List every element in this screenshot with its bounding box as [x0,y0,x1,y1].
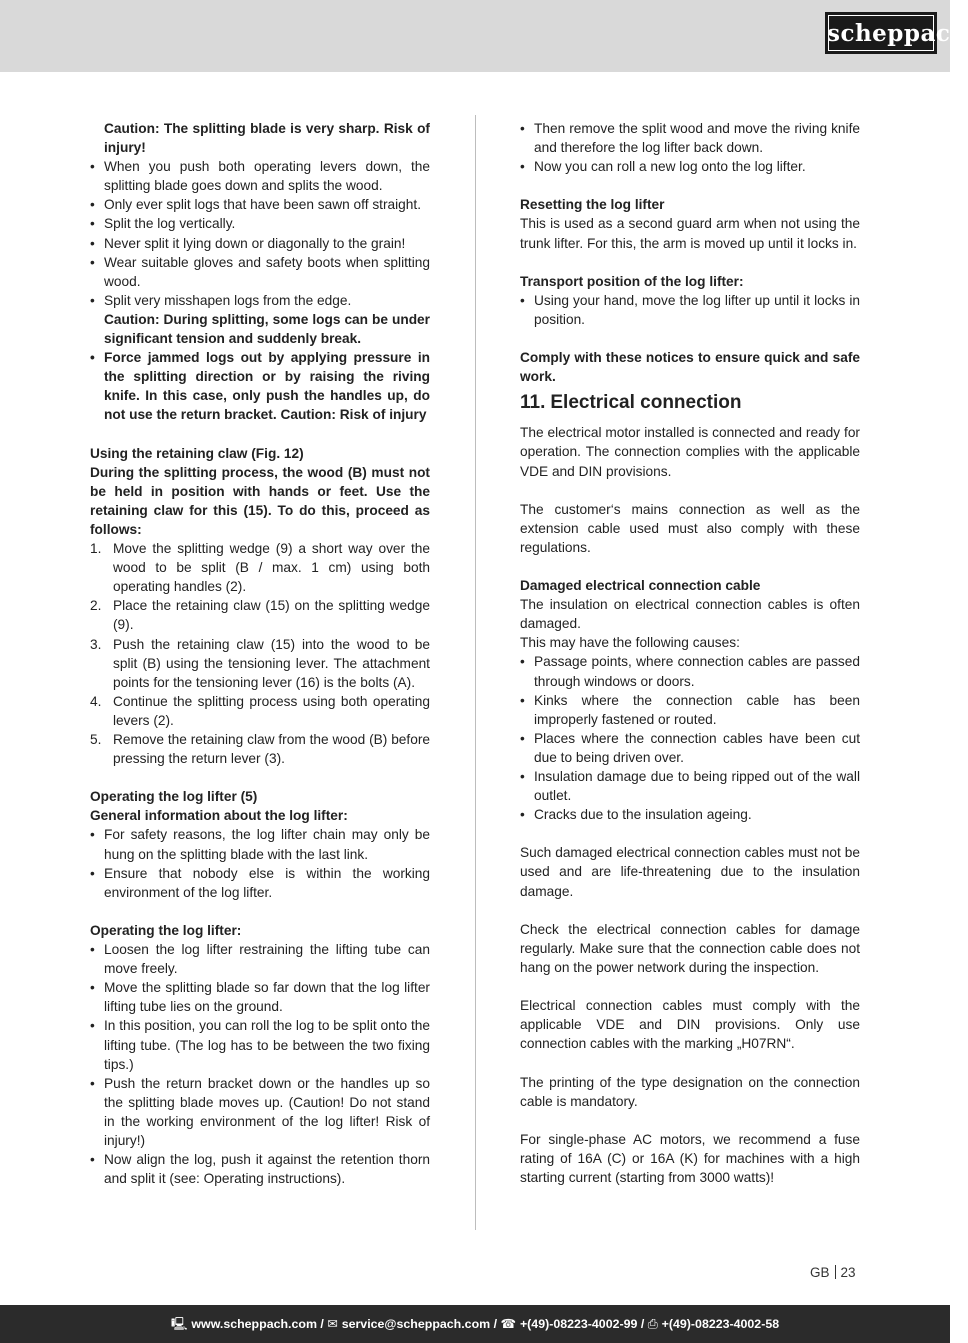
paragraph: This may have the following causes: [520,635,740,651]
list-item: • Split the log vertically. [90,216,236,232]
paragraph: The electrical motor installed is connected and ready for operation. The connection complies with the applicable VDE and DIN provisions. [520,425,860,479]
list-item: • Loosen the log lifter restraining the lifting tube can move freely. [90,942,430,977]
page-number: GB 23 [810,1265,856,1280]
list-item: • Insulation damage due to being ripped out of the wall outlet. [520,769,860,804]
caution-tension: Caution: During splitting, some logs can be under significant tension and suddenly break. [104,311,430,347]
list-item: • When you push both operating levers down, the splitting blade goes down and splits the wood. [90,159,430,194]
page-header [0,0,968,72]
claw-intro: During the splitting process, the wood (B) must not be held in position with hands or feet. Use the retaining claw for this (15). To do this, proceed as follows: [90,464,430,537]
list-item: • Places where the connection cables have been cut due to being driven over. [520,730,860,765]
list-item: • In this position, you can roll the log to be split onto the lifting tube. (The log has to be between the two fixing tips.) [90,1018,430,1072]
computer-icon: 🖳 [170,1317,188,1331]
list-item: • Never split it lying down or diagonally to the grain! [90,235,406,251]
paragraph: Check the electrical connection cables for damage regularly. Make sure that the connection cable does not hang on the power network during the inspection. [520,921,860,975]
transport-heading: Transport position of the log lifter: [520,273,744,289]
lifter-general-heading: General information about the log lifter: [90,808,348,824]
paragraph: For single-phase AC motors, we recommend a fuse rating of 16A (C) or 16A (K) for machines with a high starting current (starting from 3000 watts)! [520,1131,860,1185]
right-column [520,119,860,1187]
lifter-general-bullets [90,825,430,901]
list-item: • Force jammed logs out by applying pressure in the splitting direction or by raising the riving knife. In this case, only push the handles up, do not use the return bracket. Caution: Risk of injury [90,350,430,423]
fax-icon: ⎙ [647,1317,658,1331]
claw-heading: Using the retaining claw (Fig. 12) [90,445,304,461]
list-item: • Ensure that nobody else is within the working environment of the log lifter. [90,865,430,900]
email-link[interactable]: service@scheppach.com / [341,1317,498,1331]
operating-heading: Operating the log lifter: [90,922,242,938]
list-item: • Wear suitable gloves and safety boots when splitting wood. [90,254,430,289]
list-item: • Cracks due to the insulation ageing. [520,807,752,823]
list-item: • Then remove the split wood and move the riving knife and therefore the log lifter back down. [520,121,860,156]
list-item: • Passage points, where connection cables are passed through windows or doors. [520,654,860,689]
transport-bullets [520,291,860,329]
list-item: • Move the splitting blade so far down that the log lifter lifting tube lies on the ground. [90,980,430,1015]
list-item: • Push the return bracket down or the handles up so the splitting blade moves up. (Caution! Do not stand in the working environment of the log lifter! Risk of injury!) [90,1075,430,1148]
phone-icon: ☎ [500,1317,516,1331]
reset-text: This is used as a second guard arm when not using the trunk lifter. For this, the arm is moved up until it locks in. [520,216,860,251]
page-footer [0,1305,950,1343]
damaged-heading: Damaged electrical connection cable [520,578,761,594]
fax-number: +(49)-08223-4002-58 [661,1317,780,1331]
list-item: • Kinks where the connection cable has been improperly fastened or routed. [520,692,860,727]
splitting-bullets [90,157,430,310]
causes-bullets [520,652,860,824]
claw-steps [90,539,430,768]
list-item: • Now you can roll a new log onto the log lifter. [520,159,806,175]
list-item: 4. Continue the splitting process using both operating levers (2). [90,693,430,728]
column-divider [475,115,476,1230]
list-item: 2. Place the retaining claw (15) on the splitting wedge (9). [90,598,430,633]
operating-bullets [90,940,430,1188]
section-heading: 11. Electrical connection [520,392,742,414]
list-item: • For safety reasons, the log lifter chain may only be hung on the splitting blade with the last link. [90,827,430,862]
phone-number: +(49)-08223-4002-99 / [519,1317,645,1331]
comply-notice: Comply with these notices to ensure quick and safe work. [520,350,860,385]
list-item: • Now align the log, push it against the retention thorn and split it (see: Operating instructions). [90,1152,430,1187]
paragraph: The customer‘s mains connection as well as the extension cable used must also comply with these regulations. [520,501,860,555]
paragraph: Electrical connection cables must comply with the applicable VDE and DIN provisions. Only use connection cables with the marking „H07RN“. [520,998,860,1052]
list-item: 5. Remove the retaining claw from the wood (B) before pressing the return lever (3). [90,732,430,767]
paragraph: Such damaged electrical connection cables must not be used and are life-threatening due to the insulation damage. [520,845,860,899]
list-item: • Split very misshapen logs from the edge. [90,292,352,308]
paragraph: The insulation on electrical connection cables is often damaged. [520,597,860,632]
list-item: • Only ever split logs that have been sawn off straight. [90,197,422,213]
scheppach-logo: scheppach [825,12,937,54]
left-column [90,119,430,1188]
reset-heading: Resetting the log lifter [520,197,665,213]
caution-sharp-blade: Caution: The splitting blade is very sharp. Risk of injury! [104,121,430,156]
list-item: 1. Move the splitting wedge (9) a short way over the wood to be split (B / max. 1 cm) using both operating handles (2). [90,541,430,595]
website-link[interactable]: www.scheppach.com / [191,1317,324,1331]
email-icon: ✉ [327,1317,338,1331]
list-item: 3. Push the retaining claw (15) into the wood to be split (B) using the tensioning lever. The attachment points for the tensioning lever (16) is the bolts (A). [90,636,430,690]
list-item: • Using your hand, move the log lifter up until it locks in position. [520,292,860,327]
lifter-heading: Operating the log lifter (5) [90,789,258,805]
jammed-logs-bullet [90,348,430,424]
paragraph: The printing of the type designation on the connection cable is mandatory. [520,1074,860,1109]
continued-bullets [520,119,860,176]
